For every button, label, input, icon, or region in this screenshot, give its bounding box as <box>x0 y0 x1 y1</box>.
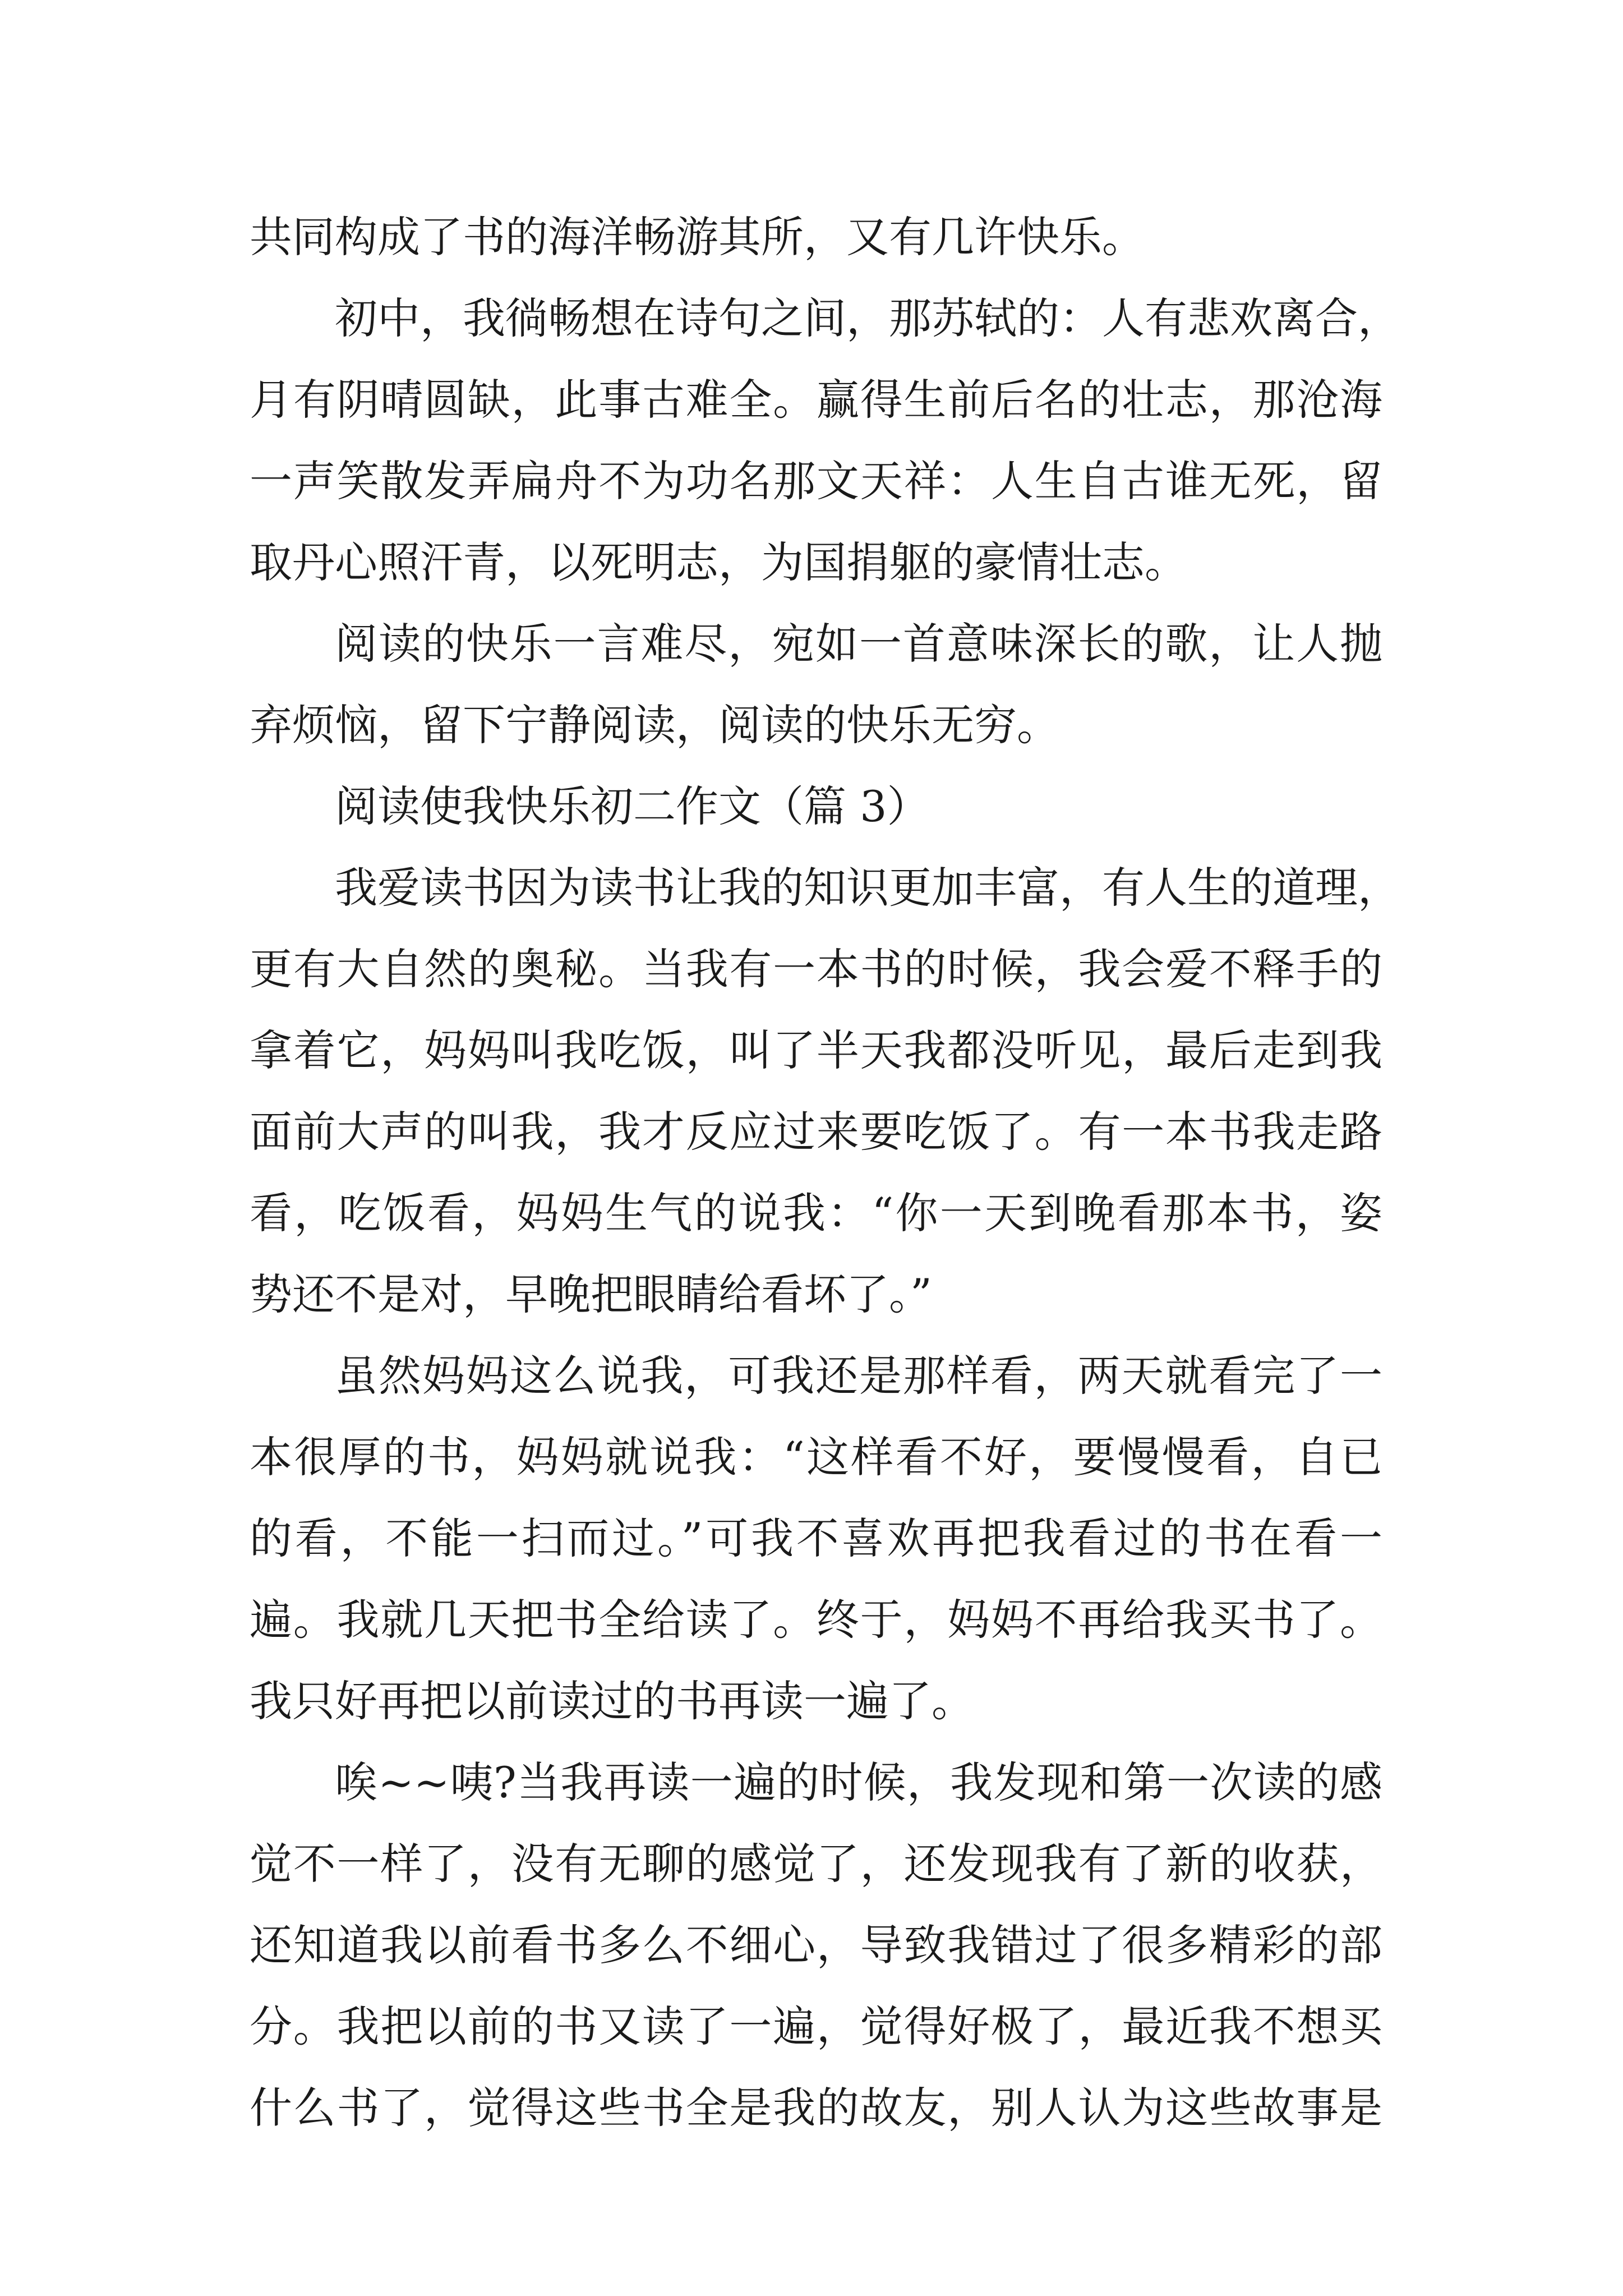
text-line: 初中，我徜畅想在诗句之间，那苏轼的：人有悲欢离合， <box>335 293 1400 343</box>
text-line: 遍。我就几天把书全给读了。终于，妈妈不再给我买书了。 <box>250 1595 1382 1645</box>
text-line: 更有大自然的奥秘。当我有一本书的时候，我会爱不释手的 <box>250 944 1382 994</box>
text-line: 的看，不能一扫而过。”可我不喜欢再把我看过的书在看一 <box>250 1513 1382 1563</box>
text-line: 取丹心照汗青，以死明志，为国捐躯的豪情壮志。 <box>250 537 1187 587</box>
text-line: 我只好再把以前读过的书再读一遍了。 <box>250 1676 974 1726</box>
text-line: 我爱读书因为读书让我的知识更加丰富，有人生的道理， <box>335 863 1400 913</box>
text-line: 分。我把以前的书又读了一遍，觉得好极了，最近我不想买 <box>250 2001 1382 2051</box>
text-line: 拿着它，妈妈叫我吃饭，叫了半天我都没听见，最后走到我 <box>250 1025 1382 1075</box>
body-text <box>250 196 1400 2148</box>
section-heading: 阅读使我快乐初二作文（篇 3） <box>335 781 930 831</box>
text-line: 势还不是对，早晚把眼睛给看坏了。” <box>250 1269 932 1319</box>
text-line: 虽然妈妈这么说我，可我还是那样看，两天就看完了一 <box>335 1351 1382 1401</box>
text-line: 月有阴晴圆缺，此事古难全。赢得生前后名的壮志，那沧海 <box>250 375 1382 425</box>
text-line: 共同构成了书的海洋畅游其所，又有几许快乐。 <box>250 212 1145 262</box>
text-line: 阅读的快乐一言难尽，宛如一首意味深长的歌，让人抛 <box>335 619 1382 669</box>
text-line: 觉不一样了，没有无聊的感觉了，还发现我有了新的收获， <box>250 1839 1382 1889</box>
text-line: 什么书了，觉得这些书全是我的故友，别人认为这些故事是 <box>250 2083 1382 2133</box>
text-line: 还知道我以前看书多么不细心，导致我错过了很多精彩的部 <box>250 1920 1382 1970</box>
text-line: 本很厚的书，妈妈就说我：“这样看不好，要慢慢看，自已 <box>250 1432 1382 1482</box>
text-line: 一声笑散发弄扁舟不为功名那文天祥：人生自古谁无死，留 <box>250 456 1382 506</box>
text-line: 看，吃饭看，妈妈生气的说我：“你一天到晚看那本书，姿 <box>250 1188 1382 1238</box>
text-line: 弃烦恼，留下宁静阅读，阅读的快乐无穷。 <box>250 700 1059 750</box>
text-line: 面前大声的叫我，我才反应过来要吃饭了。有一本书我走路 <box>250 1107 1382 1157</box>
text-line: 唉~~咦?当我再读一遍的时候，我发现和第一次读的感 <box>335 1757 1382 1807</box>
